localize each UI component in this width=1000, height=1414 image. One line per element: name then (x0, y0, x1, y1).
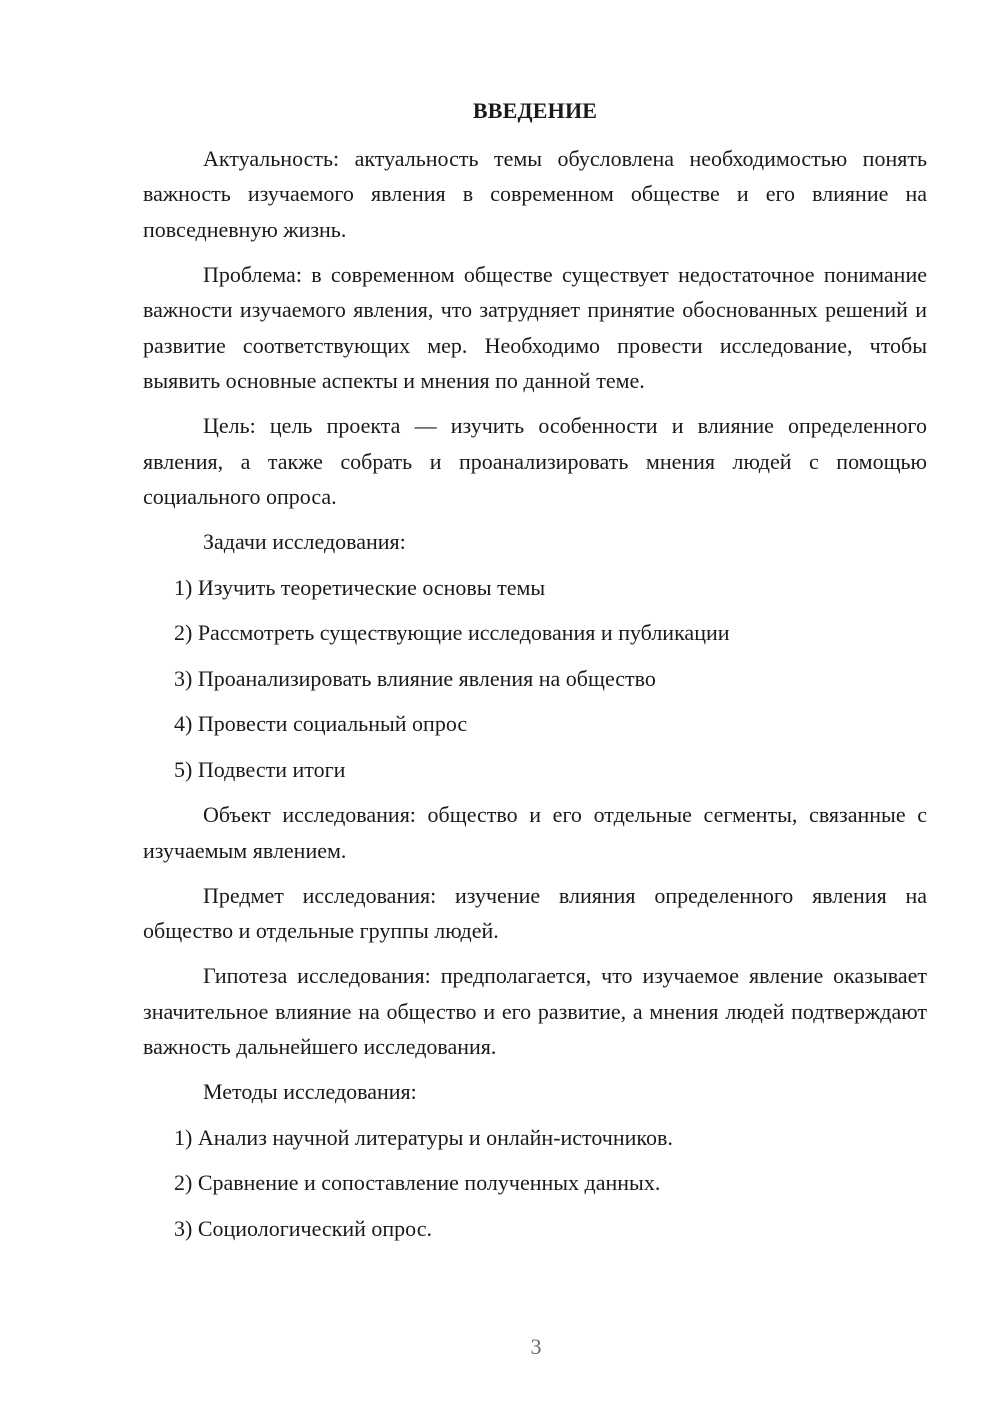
relevance-paragraph: Актуальность: актуальность темы обусловлена необходимостью понять важность изучаемого явления в современном обществе и его влияние на повседневную жизнь. (143, 145, 927, 242)
list-item: 1) Анализ научной литературы и онлайн-источников. (174, 1124, 673, 1150)
list-item: 2) Сравнение и сопоставление полученных данных. (174, 1170, 661, 1195)
list-item: 4) Провести социальный опрос (174, 711, 468, 736)
methods-list (143, 1120, 927, 1247)
tasks-title: Задачи исследования: (203, 529, 406, 554)
hypothesis-paragraph: Гипотеза исследования: предполагается, что изучаемое явление оказывает значительное влияние на общество и его развитие, а мнения людей подтверждают важность дальнейшего исследования. (143, 963, 927, 1059)
page-content (143, 93, 927, 1256)
list-item: 3) Проанализировать влияние явления на общество (174, 665, 656, 691)
section-heading: ВВЕДЕНИЕ (472, 98, 598, 123)
problem-paragraph: Проблема: в современном обществе существует недостаточное понимание важности изучаемого явления, что затрудняет принятие обоснованных решений и развитие соответствующих мер. Необходимо провести исследование, чтобы выявить основные аспекты и мнения по данной теме. (143, 261, 927, 393)
page-number: 3 (530, 1334, 542, 1359)
list-item: 3) Социологический опрос. (174, 1215, 432, 1241)
list-item: 2) Рассмотреть существующие исследования и публикации (174, 620, 730, 645)
subject-paragraph: Предмет исследования: изучение влияния определенного явления на общество и отдельные группы людей. (143, 882, 927, 943)
object-paragraph: Объект исследования: общество и его отдельные сегменты, связанные с изучаемым явлением. (143, 802, 927, 863)
list-item: 5) Подвести итоги (174, 756, 346, 782)
tasks-list (143, 570, 927, 788)
goal-paragraph: Цель: цель проекта — изучить особенности и влияние определенного явления, а также собрать и проанализировать мнения людей с помощью социального опроса. (143, 413, 927, 509)
methods-title: Методы исследования: (203, 1079, 417, 1104)
list-item: 1) Изучить теоретические основы темы (174, 574, 546, 600)
